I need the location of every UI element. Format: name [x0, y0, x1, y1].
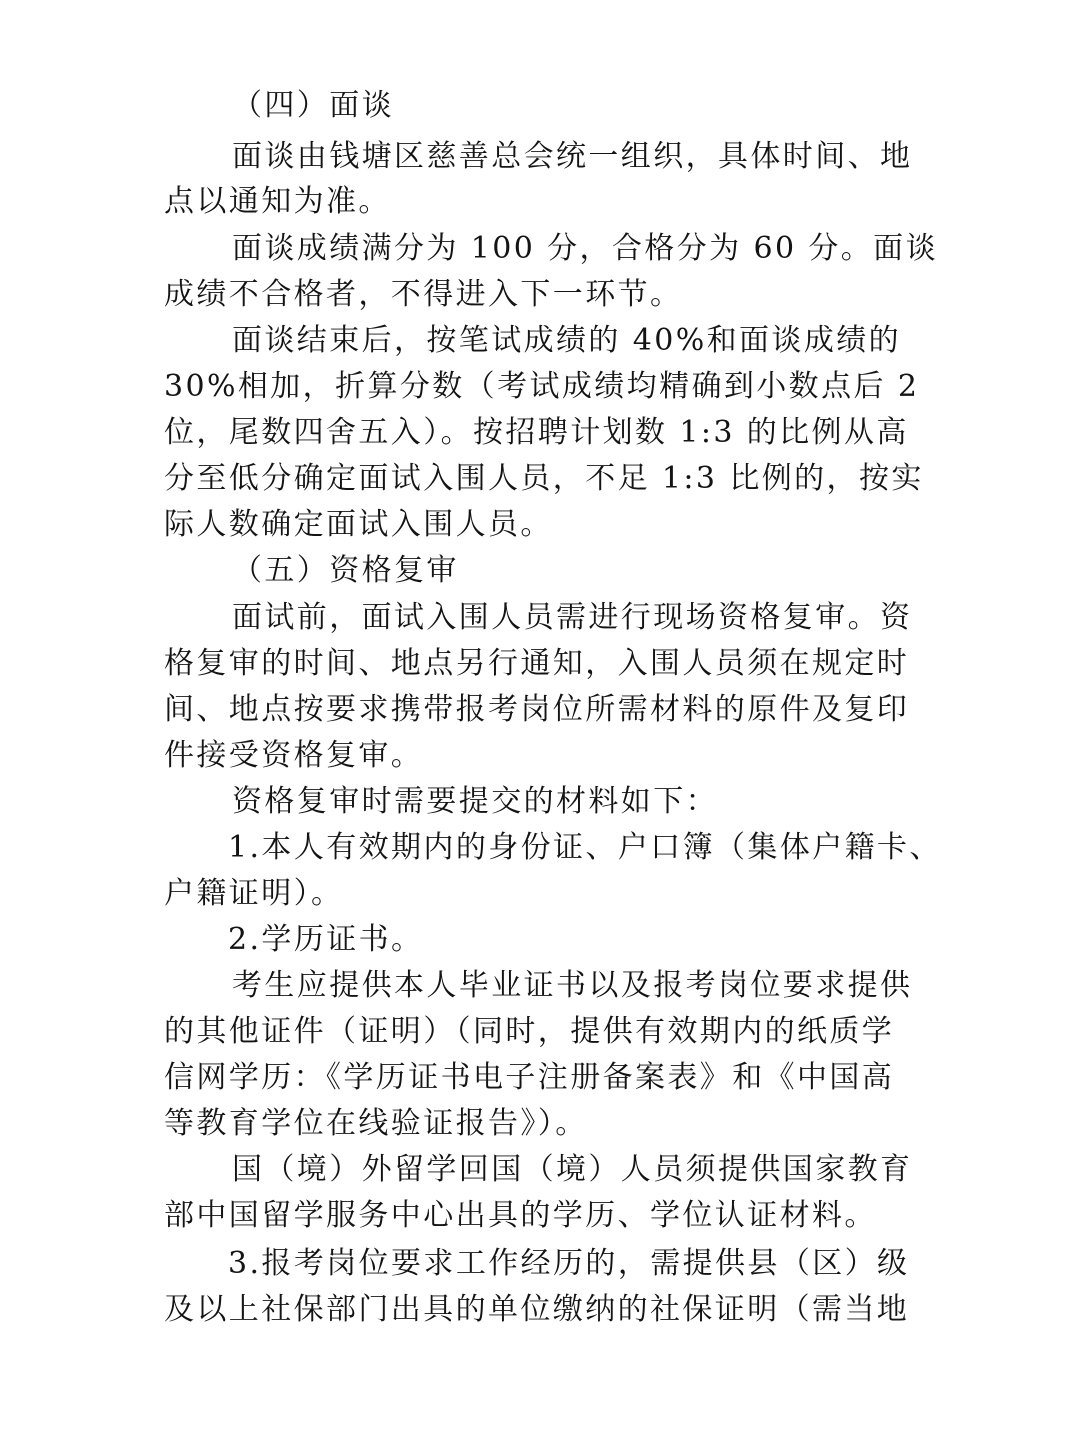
paragraph-line: 及以上社保部门出具的单位缴纳的社保证明（需当地: [164, 1292, 910, 1327]
paragraph-line: 位，尾数四舍五入）。按招聘计划数 1:3 的比例从高: [164, 415, 909, 450]
section-heading-qualification-review: （五）资格复审: [232, 553, 459, 588]
paragraph-line: 点以通知为准。: [164, 184, 391, 219]
paragraph-line: 户籍证明）。: [164, 876, 344, 911]
paragraph-line: 等教育学位在线验证报告》）。: [164, 1106, 588, 1141]
paragraph-line: 部中国留学服务中心出具的学历、学位认证材料。: [164, 1198, 877, 1233]
paragraph-line: 面试前，面试入围人员需进行现场资格复审。资: [232, 600, 913, 635]
list-item: 3.报考岗位要求工作经历的，需提供县（区）级: [228, 1246, 910, 1281]
paragraph-line: 格复审的时间、地点另行通知，入围人员须在规定时: [164, 646, 910, 681]
paragraph-line: 件接受资格复审。: [164, 738, 424, 773]
paragraph-line: 间、地点按要求携带报考岗位所需材料的原件及复印: [164, 692, 910, 727]
paragraph-line: 国（境）外留学回国（境）人员须提供国家教育: [232, 1152, 913, 1187]
section-heading-interview: （四）面谈: [232, 88, 394, 123]
paragraph-line: 成绩不合格者，不得进入下一环节。: [164, 277, 683, 312]
paragraph-line: 面谈由钱塘区慈善总会统一组织，具体时间、地: [232, 139, 913, 174]
paragraph-line: 的其他证件（证明）（同时，提供有效期内的纸质学: [164, 1014, 895, 1049]
paragraph-line: 信网学历：《学历证书电子注册备案表》和《中国高: [164, 1060, 895, 1095]
paragraph-line: 面谈成绩满分为 100 分，合格分为 60 分。面谈: [232, 231, 938, 266]
paragraph-line: 资格复审时需要提交的材料如下：: [232, 784, 718, 819]
paragraph-line: 际人数确定面试入围人员。: [164, 507, 553, 542]
list-item: 1.本人有效期内的身份证、户口簿（集体户籍卡、: [228, 830, 942, 865]
paragraph-line: 面谈结束后，按笔试成绩的 40%和面谈成绩的: [232, 323, 902, 358]
list-item: 2.学历证书。: [228, 922, 424, 957]
paragraph-line: 考生应提供本人毕业证书以及报考岗位要求提供: [232, 968, 913, 1003]
paragraph-line: 分至低分确定面试入围人员，不足 1:3 比例的，按实: [164, 461, 924, 496]
paragraph-line: 30%相加，折算分数（考试成绩均精确到小数点后 2: [164, 369, 920, 404]
